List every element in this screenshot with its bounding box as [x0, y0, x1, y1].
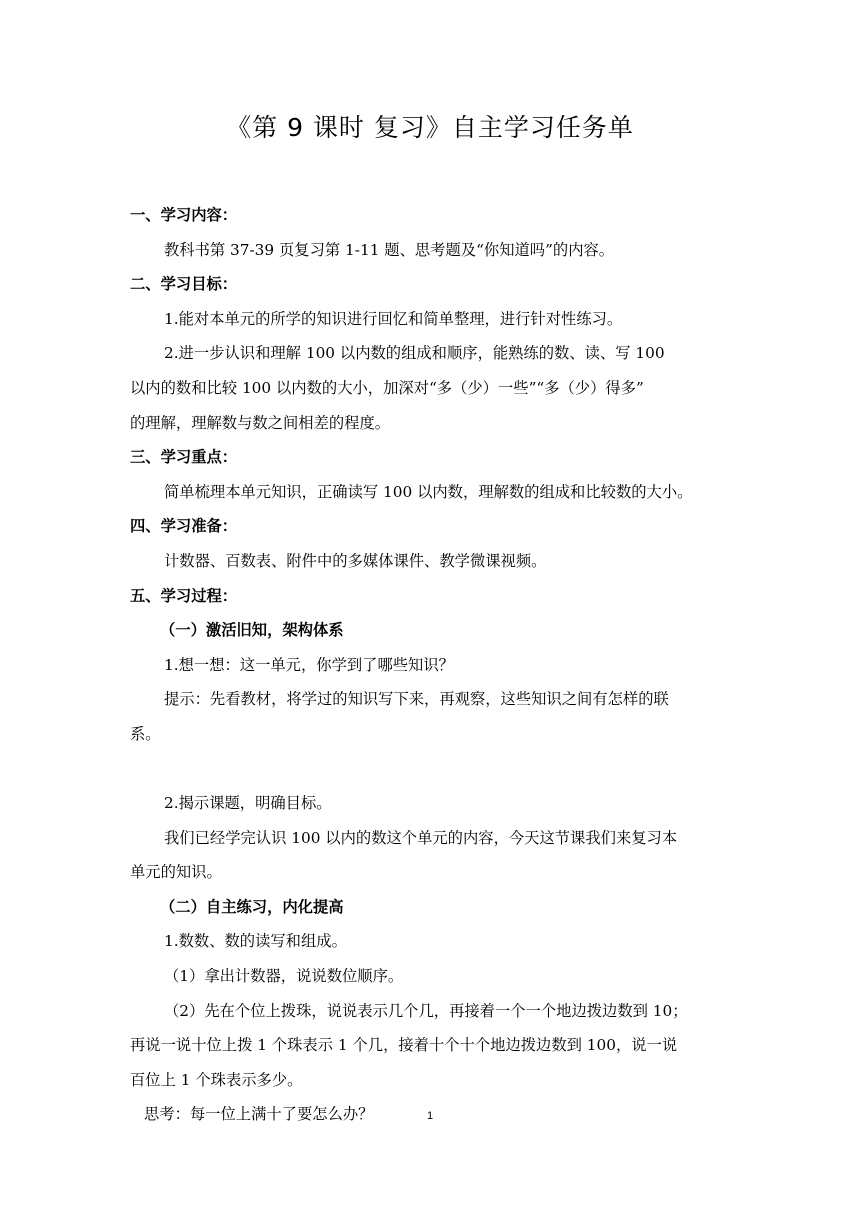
blank-line — [130, 752, 734, 787]
subsection-heading-activate: （一）激活旧知，架构体系 — [160, 621, 344, 640]
section-heading-content: 一、学习内容： — [130, 206, 238, 224]
goal-item-1: 1.能对本单元的所学的知识进行回忆和简单整理，进行针对性练习。 — [164, 309, 623, 328]
process-item-2-text-line-1: 我们已经学完认识 100 以内的数这个单元的内容，今天这节课我们来复习本 — [164, 828, 678, 847]
subsection-heading-practice: （二）自主练习，内化提高 — [160, 897, 344, 916]
process-item-1: 1.想一想：这一单元，你学到了哪些知识？ — [164, 655, 454, 674]
section-heading-focus: 三、学习重点： — [130, 448, 238, 467]
practice-step-2-line-2: 再说一说十位上拨 1 个珠表示 1 个几，接着十个十个地边拨边数到 100，说一说 — [130, 1036, 678, 1055]
preparation-text: 计数器、百数表、附件中的多媒体课件、教学微课视频。 — [164, 551, 547, 570]
practice-item-1: 1.数数、数的读写和组成。 — [164, 932, 347, 951]
hint-line-2: 系。 — [130, 724, 161, 743]
section-content-text: 教科书第 37-39 页复习第 1-11 题、思考题及“你知道吗”的内容。 — [164, 240, 615, 259]
page-title: 《第 9 课时 复习》自主学习任务单 — [226, 113, 634, 142]
document-body — [130, 198, 734, 1132]
process-item-2-text-line-2: 单元的知识。 — [130, 863, 222, 882]
practice-step-2-line-1: （2）先在个位上拨珠，说说表示几个几，再接着一个一个地边拨边数到 10； — [164, 1001, 688, 1020]
section-heading-process: 五、学习过程： — [130, 586, 238, 605]
goal-item-2-line-1: 2.进一步认识和理解 100 以内数的组成和顺序，能熟练的数、读、写 100 — [164, 344, 665, 363]
goal-item-2-line-3: 的理解，理解数与数之间相差的程度。 — [130, 413, 391, 432]
think-question: 思考：每一位上满十了要怎么办？ — [144, 1105, 374, 1124]
section-heading-goals: 二、学习目标： — [130, 275, 238, 294]
section-heading-preparation: 四、学习准备： — [130, 517, 238, 536]
page-number: 1 — [426, 1110, 434, 1122]
focus-text: 简单梳理本单元知识，正确读写 100 以内数，理解数的组成和比较数的大小。 — [164, 482, 693, 501]
process-item-2: 2.揭示课题，明确目标。 — [164, 794, 332, 813]
goal-item-2-line-2: 以内的数和比较 100 以内数的大小，加深对“多（少）一些”“多（少）得多” — [130, 378, 644, 397]
practice-step-2-line-3: 百位上 1 个珠表示多少。 — [130, 1070, 303, 1089]
practice-step-1: （1）拿出计数器，说说数位顺序。 — [164, 967, 404, 986]
hint-line-1: 提示：先看教材，将学过的知识写下来，再观察，这些知识之间有怎样的联 — [164, 690, 669, 709]
